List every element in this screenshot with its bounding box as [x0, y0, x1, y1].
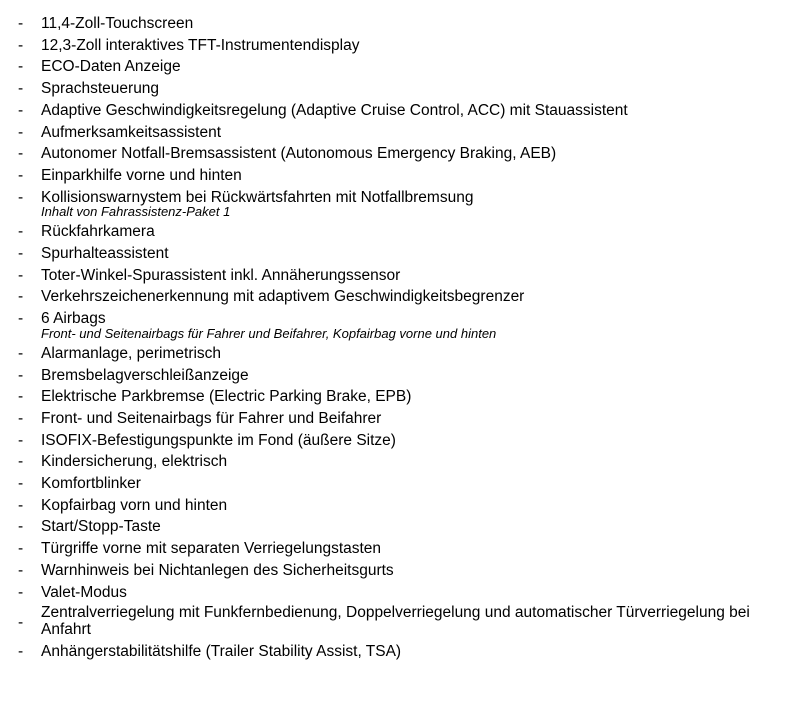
equipment-list — [0, 13, 798, 663]
list-item — [0, 495, 798, 517]
list-item-text: Türgriffe vorne mit separaten Verriegelungstasten — [41, 540, 382, 558]
list-item-text: Aufmerksamkeitsassistent — [41, 123, 222, 141]
bullet-dash: - — [18, 245, 24, 263]
list-item — [0, 343, 798, 365]
list-item-text: Valet-Modus — [41, 583, 127, 601]
list-item — [0, 35, 798, 57]
list-item — [0, 122, 798, 144]
list-item-text: Spurhalteassistent — [41, 245, 169, 263]
list-item — [0, 603, 798, 641]
bullet-dash: - — [18, 145, 24, 163]
list-item — [0, 408, 798, 430]
list-item — [0, 187, 798, 222]
bullet-dash: - — [18, 518, 24, 536]
list-item-text: Front- und Seitenairbags für Fahrer und Beifahrer — [41, 409, 382, 427]
list-item-text: Rückfahrkamera — [41, 223, 155, 241]
list-item — [0, 451, 798, 473]
bullet-dash: - — [18, 310, 24, 328]
bullet-dash: - — [18, 614, 24, 632]
list-item — [0, 165, 798, 187]
list-item-text: 6 Airbags — [41, 310, 106, 328]
list-item-text: Verkehrszeichenerkennung mit adaptivem Geschwindigkeitsbegrenzer — [41, 288, 525, 306]
list-item-note: Inhalt von Fahrassistenz-Paket 1 — [41, 204, 231, 220]
list-item-text: 11,4-Zoll-Touchscreen — [41, 15, 194, 32]
list-item — [0, 13, 798, 35]
list-item — [0, 516, 798, 538]
list-item-text: Autonomer Notfall-Bremsassistent (Autonomous Emergency Braking, AEB) — [41, 145, 557, 163]
list-item — [0, 286, 798, 308]
list-item-text: ISOFIX-Befestigungspunkte im Fond (äußere Sitze) — [41, 431, 396, 449]
list-item-text: Bremsbelagverschleißanzeige — [41, 366, 249, 384]
list-item — [0, 430, 798, 452]
list-item — [0, 100, 798, 122]
bullet-dash: - — [18, 366, 24, 384]
bullet-dash: - — [18, 475, 24, 493]
list-item-text: Alarmanlage, perimetrisch — [41, 344, 222, 362]
list-item — [0, 538, 798, 560]
list-item — [0, 308, 798, 343]
list-item — [0, 365, 798, 387]
bullet-dash: - — [18, 453, 24, 471]
bullet-dash: - — [18, 431, 24, 449]
list-item-text: Komfortblinker — [41, 475, 141, 493]
list-item-text: Kindersicherung, elektrisch — [41, 453, 228, 471]
list-item-text: Elektrische Parkbremse (Electric Parking Brake, EPB) — [41, 388, 412, 406]
list-item-text: Toter-Winkel-Spurassistent inkl. Annäherungssensor — [41, 266, 401, 284]
bullet-dash: - — [18, 36, 24, 54]
list-item — [0, 56, 798, 78]
list-item — [0, 221, 798, 243]
bullet-dash: - — [18, 188, 24, 206]
list-item — [0, 143, 798, 165]
bullet-dash: - — [18, 561, 24, 579]
bullet-dash: - — [18, 266, 24, 284]
bullet-dash: - — [18, 101, 24, 119]
list-item-text: Anhängerstabilitätshilfe (Trailer Stability Assist, TSA) — [41, 643, 402, 661]
list-item-text: Sprachsteuerung — [41, 80, 160, 98]
list-item-text: Kopfairbag vorn und hinten — [41, 496, 228, 514]
bullet-dash: - — [18, 58, 24, 76]
bullet-dash: - — [18, 288, 24, 306]
list-item-text: Kollisionswarnystem bei Rückwärtsfahrten mit Notfallbremsung — [41, 188, 474, 206]
list-item — [0, 265, 798, 287]
bullet-dash: - — [18, 496, 24, 514]
list-item-text: Start/Stopp-Taste — [41, 518, 161, 536]
list-item-text: Adaptive Geschwindigkeitsregelung (Adaptive Cruise Control, ACC) mit Stauassistent — [41, 101, 628, 119]
bullet-dash: - — [18, 166, 24, 184]
list-item — [0, 78, 798, 100]
list-item-text: 12,3-Zoll interaktives TFT-Instrumentendisplay — [41, 36, 360, 54]
list-item — [0, 243, 798, 265]
list-item — [0, 560, 798, 582]
list-item-note: Front- und Seitenairbags für Fahrer und Beifahrer, Kopfairbag vorne und hinten — [41, 325, 497, 341]
bullet-dash: - — [18, 643, 24, 661]
bullet-dash: - — [18, 344, 24, 362]
list-item — [0, 386, 798, 408]
list-item — [0, 473, 798, 495]
list-item-text: Zentralverriegelung mit Funkfernbedienung, Doppelverriegelung und automatischer Türverriegelung bei Anfahrt — [41, 604, 750, 638]
list-item-text: Einparkhilfe vorne und hinten — [41, 166, 242, 184]
list-item-text: ECO-Daten Anzeige — [41, 58, 181, 76]
bullet-dash: - — [18, 80, 24, 98]
bullet-dash: - — [18, 583, 24, 601]
list-item-text: Warnhinweis bei Nichtanlegen des Sicherheitsgurts — [41, 561, 394, 579]
bullet-dash: - — [18, 540, 24, 558]
list-item — [0, 582, 798, 604]
bullet-dash: - — [18, 388, 24, 406]
bullet-dash: - — [18, 223, 24, 241]
list-item — [0, 641, 798, 663]
bullet-dash: - — [18, 409, 24, 427]
bullet-dash: - — [18, 15, 24, 32]
bullet-dash: - — [18, 123, 24, 141]
